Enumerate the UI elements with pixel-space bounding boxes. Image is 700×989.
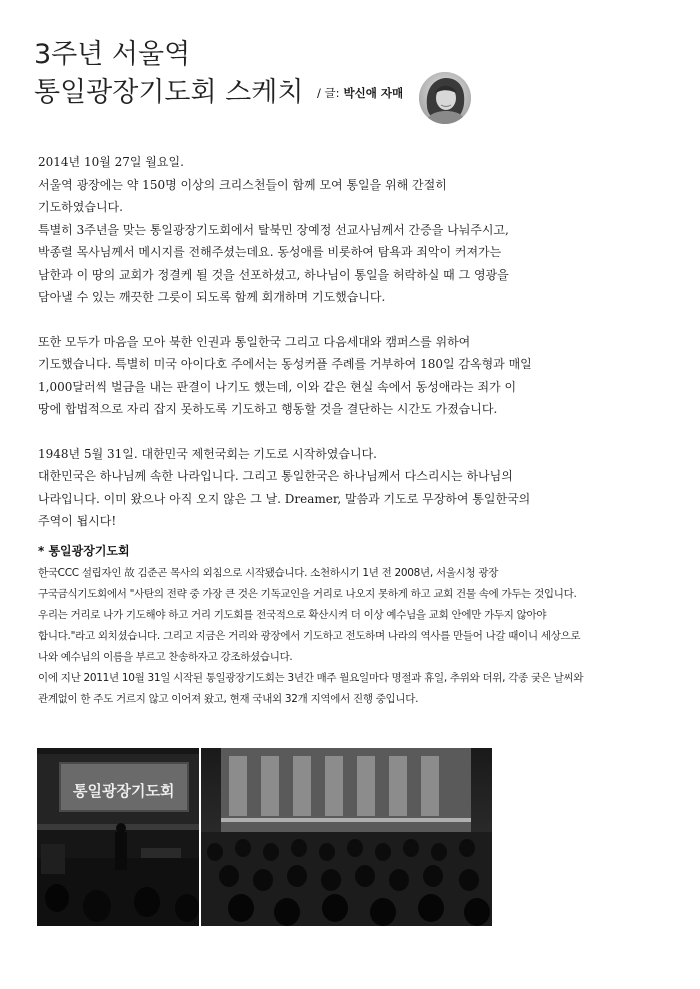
section-heading: * 통일광장기도회 xyxy=(38,544,130,558)
paragraph-2 xyxy=(38,331,558,421)
crowd-photo-icon xyxy=(201,748,492,926)
paragraph-1 xyxy=(38,151,558,309)
section-line: 이에 지난 2011년 10월 31일 시작된 통일광장기도회는 3년간 매주 월요일마다 명절과 휴일, 추위와 더위, 각종 궂은 날씨와 xyxy=(38,672,584,684)
paragraph-line: 남한과 이 땅의 교회가 정결케 될 것을 선포하셨고, 하나님이 통일을 허락하실 때 그 영광을 xyxy=(38,267,509,282)
section-body xyxy=(38,563,678,710)
photo-crowd xyxy=(201,748,492,926)
section-line: 구국금식기도회에서 "사탄의 전략 중 가장 큰 것은 기독교인을 거리로 나오지 못하게 하고 교회 건물 속에 가두는 것입니다. xyxy=(38,588,577,600)
title-line-2: 통일광장기도회 스케치 xyxy=(34,77,304,108)
article-title xyxy=(34,36,303,112)
paragraph-line: 또한 모두가 마음을 모아 북한 인권과 통일한국 그리고 다음세대와 캠퍼스를 위하여 xyxy=(38,334,471,349)
article-body xyxy=(38,151,558,555)
byline-author: 박신애 자매 xyxy=(343,86,404,100)
section-line: 합니다."라고 외치셨습니다. 그리고 지금은 거리와 광장에서 기도하고 전도하며 나라의 역사를 만들어 나갈 때이니 세상으로 xyxy=(38,630,581,642)
section-line: 우리는 거리로 나가 기도해야 하고 거리 기도회를 전국적으로 확산시켜 더 이상 예수님을 교회 안에만 가두지 않아야 xyxy=(38,609,547,621)
paragraph-line: 1948년 5월 31일. 대한민국 제헌국회는 기도로 시작하였습니다. xyxy=(38,446,377,461)
section-line: 한국CCC 설립자인 故 김준곤 목사의 외침으로 시작됐습니다. 소천하시기 1년 전 2008년, 서울시청 광장 xyxy=(38,567,499,579)
paragraph-line: 기도했습니다. 특별히 미국 아이다호 주에서는 동성커플 주례를 거부하여 180일 감옥형과 매일 xyxy=(38,357,532,371)
paragraph-line: 주역이 됩시다! xyxy=(38,514,117,528)
author-avatar xyxy=(419,72,471,124)
paragraph-line: 2014년 10월 27일 월요일. xyxy=(38,155,184,169)
section-line: 나와 예수님의 이름을 부르고 찬송하자고 강조하셨습니다. xyxy=(38,651,293,663)
paragraph-3 xyxy=(38,443,558,533)
paragraph-line: 담아낼 수 있는 깨끗한 그릇이 되도록 함께 회개하며 기도했습니다. xyxy=(38,290,386,304)
paragraph-line: 대한민국은 하나님께 속한 나라입니다. 그리고 통일한국은 하나님께서 다스리시는 하나님의 xyxy=(38,469,513,483)
paragraph-line: 땅에 합법적으로 자리 잡지 못하도록 기도하고 행동할 것을 결단하는 시간도 가졌습니다. xyxy=(38,402,498,416)
section-line: 관계없이 한 주도 거르지 않고 이어져 왔고, 현재 국내외 32개 지역에서 진행 중입니다. xyxy=(38,693,419,705)
paragraph-line: 기도하였습니다. xyxy=(38,200,123,214)
byline-prefix: / 글: xyxy=(317,86,340,100)
paragraph-line: 특별히 3주년을 맞는 통일광장기도회에서 탈북민 장예정 선교사님께서 간증을 나눠주시고, xyxy=(38,222,509,237)
banner-text: 통일광장기도회 xyxy=(73,782,175,800)
byline xyxy=(317,85,403,101)
paragraph-line: 박종렬 목사님께서 메시지를 전해주셨는데요. 동성애를 비롯하여 탐욕과 죄악이 커져가는 xyxy=(38,245,502,259)
photo-stage xyxy=(37,748,199,926)
author-photo-icon xyxy=(419,72,471,124)
paragraph-line: 1,000달러씩 벌금을 내는 판결이 나기도 했는데, 이와 같은 현실 속에서 동성애라는 죄가 이 xyxy=(38,379,517,394)
title-line-1: 3주년 서울역 xyxy=(34,39,191,70)
paragraph-line: 서울역 광장에는 약 150명 이상의 크리스천들이 함께 모여 통일을 위해 간절히 xyxy=(38,177,447,192)
paragraph-line: 나라입니다. 이미 왔으나 아직 오지 않은 그 날. Dreamer, 말씀과 기도로 무장하여 통일한국의 xyxy=(38,491,531,506)
stage-photo-icon xyxy=(37,748,199,926)
